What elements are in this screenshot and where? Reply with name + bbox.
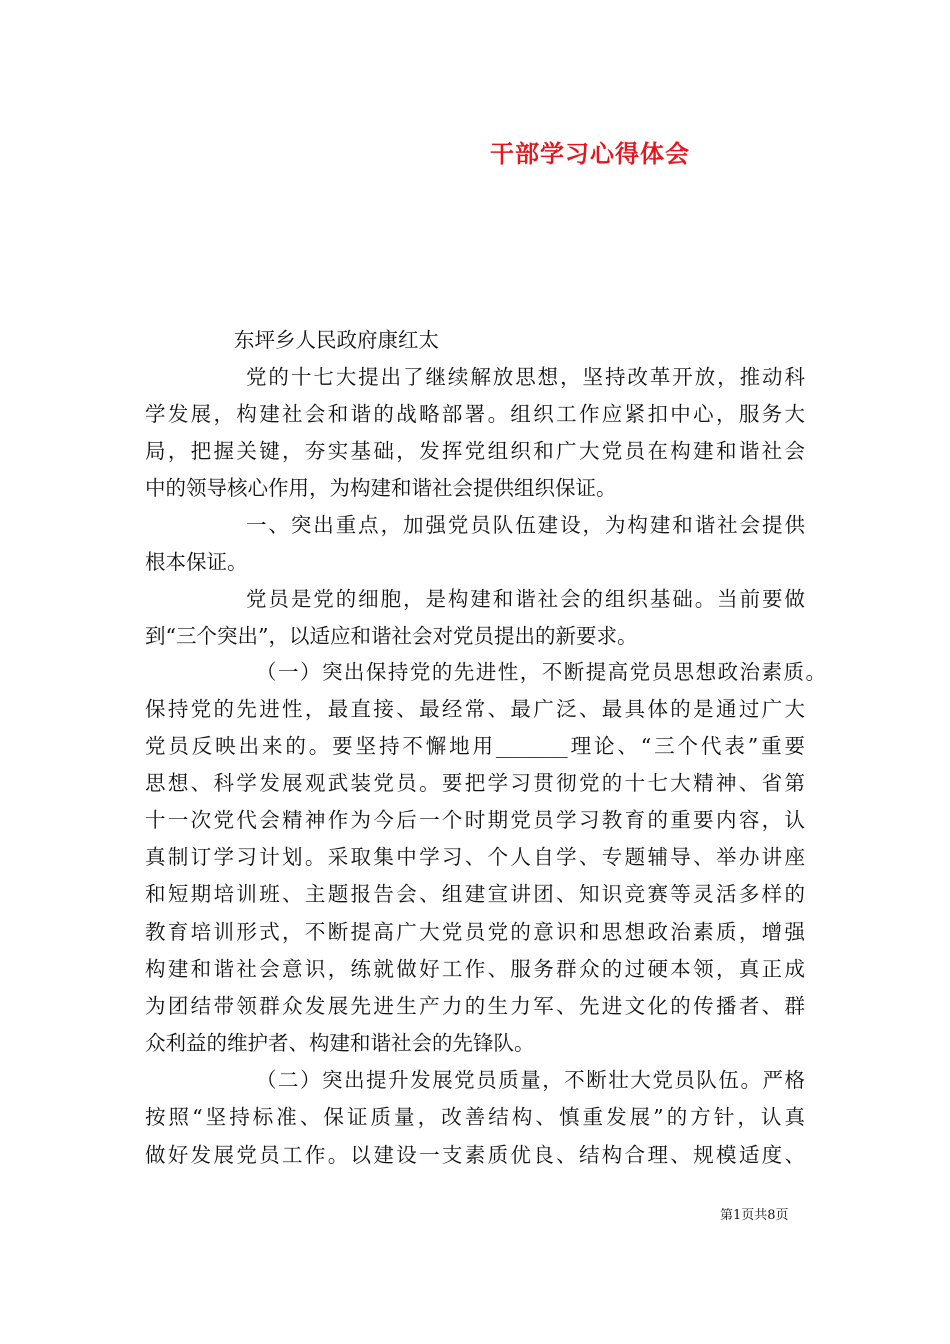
text-line: 十一次党代会精神作为今后一个时期党员学习教育的重要内容，认 — [145, 808, 805, 832]
text-line: 按照“坚持标准、保证质量，改善结构、慎重发展”的方针，认真 — [145, 1105, 805, 1129]
text-line: 和短期培训班、主题报告会、组建宣讲团、知识竞赛等灵活多样的 — [145, 882, 805, 906]
text-line: 思想、科学发展观武装党员。要把学习贯彻党的十七大精神、省第 — [145, 771, 805, 795]
author-line: 东坪乡人民政府康红太 — [234, 328, 439, 352]
text-line: 做好发展党员工作。以建设一支素质优良、结构合理、规模适度、 — [145, 1143, 805, 1167]
text-line: 局，把握关键，夯实基础，发挥党组织和广大党员在构建和谐社会 — [145, 439, 805, 463]
text-line: 为团结带领群众发展先进生产力的生力军、先进文化的传播者、群 — [145, 994, 805, 1018]
text-line: 党员反映出来的。要坚持不懈地用_______理论、“三个代表”重要 — [145, 734, 805, 758]
text-line: 党员是党的细胞，是构建和谐社会的组织基础。当前要做 — [246, 587, 805, 611]
text-line: 真制订学习计划。采取集中学习、个人自学、专题辅导、举办讲座 — [145, 845, 805, 869]
text-line: 党的十七大提出了继续解放思想，坚持改革开放，推动科 — [246, 365, 805, 389]
text-line: 学发展，构建社会和谐的战略部署。组织工作应紧扣中心，服务大 — [145, 402, 805, 426]
subsection-heading: （二）突出提升发展党员质量，不断壮大党员队伍。严格 — [256, 1068, 805, 1092]
text-line: 中的领导核心作用，为构建和谐社会提供组织保证。 — [145, 476, 617, 500]
document-title: 干部学习心得体会 — [490, 139, 690, 168]
subsection-heading: （一）突出保持党的先进性，不断提高党员思想政治素质。 — [256, 660, 826, 684]
text-line: 保持党的先进性，最直接、最经常、最广泛、最具体的是通过广大 — [145, 697, 805, 721]
section-heading: 一、突出重点，加强党员队伍建设，为构建和谐社会提供 — [246, 513, 805, 537]
text-line: 教育培训形式，不断提高广大党员党的意识和思想政治素质，增强 — [145, 920, 805, 944]
page-number: 第1页共8页 — [720, 1208, 789, 1223]
text-line: 众利益的维护者、构建和谐社会的先锋队。 — [145, 1031, 535, 1055]
text-line: 构建和谐社会意识，练就做好工作、服务群众的过硬本领，真正成 — [145, 957, 805, 981]
text-line: 根本保证。 — [145, 550, 248, 574]
text-line: 到“三个突出”，以适应和谐社会对党员提出的新要求。 — [145, 624, 638, 648]
